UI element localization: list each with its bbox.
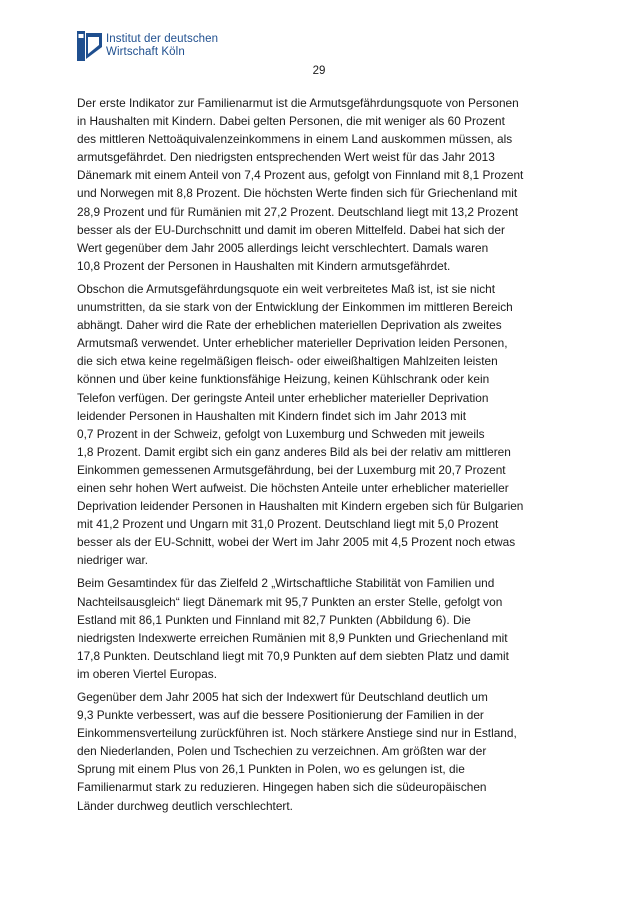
text-line: Der erste Indikator zur Familienarmut ist die Armutsgefährdungsquote von Personen xyxy=(77,96,519,110)
text-line: armutsgefährdet. Den niedrigsten entsprechenden Wert weist für das Jahr 2013 xyxy=(77,150,495,165)
text-line: mit 41,2 Prozent und Ungarn mit 31,0 Prozent. Deutschland liegt mit 5,0 Prozent xyxy=(77,517,499,532)
text-line: die sich etwa keine regelmäßigen fleisch- oder eiweißhaltigen Mahlzeiten leisten xyxy=(77,354,498,369)
text-line: Obschon die Armutsgefährdungsquote ein weit verbreitetes Maß ist, ist sie nicht xyxy=(77,281,496,296)
text-line: unumstritten, da sie stark von der Entwicklung der Einkommen im mittleren Bereich xyxy=(77,300,513,315)
logo-line-2: Wirtschaft Köln xyxy=(106,46,185,58)
text-line: Estland mit 86,1 Punkten und Finnland mit 82,7 Punkten (Abbildung 6). Die xyxy=(77,612,471,627)
logo-line-1: Institut der deutschen xyxy=(106,33,219,45)
text-line: 28,9 Prozent und für Rumänien mit 27,2 Prozent. Deutschland liegt mit 13,2 Prozent xyxy=(77,204,519,219)
text-line: niedriger war. xyxy=(77,553,149,568)
logo-text xyxy=(106,33,218,59)
text-line: Einkommensverteilung zurückführen ist. Noch stärkere Anstiege sind nur in Estland, xyxy=(77,726,517,741)
text-line: Sprung mit einem Plus von 26,1 Punkten in Polen, wo es gelungen ist, die xyxy=(77,762,465,777)
text-line: des mittleren Nettoäquivalenzeinkommens in einem Land auskommen müssen, als xyxy=(77,132,513,147)
text-line: Länder durchweg deutlich verschlechtert. xyxy=(77,798,293,813)
text-line: Beim Gesamtindex für das Zielfeld 2 „Wirtschaftliche Stabilität von Familien und xyxy=(77,576,495,591)
text-line: Familienarmut stark zu reduzieren. Hingegen haben sich die südeuropäischen xyxy=(77,780,487,795)
institute-logo xyxy=(77,26,218,66)
paragraph-4 xyxy=(77,688,567,815)
text-line: Gegenüber dem Jahr 2005 hat sich der Indexwert für Deutschland deutlich um xyxy=(77,690,488,704)
text-line: Einkommen gemessenen Armutsgefährdung, bei der Luxemburg mit 20,7 Prozent xyxy=(77,462,506,477)
text-line: Wert gegenüber dem Jahr 2005 allerdings leicht verschlechtert. Damals waren xyxy=(77,240,489,255)
text-line: können und über keine funktionsfähige Heizung, keinen Kühlschrank oder kein xyxy=(77,372,490,387)
text-line: Armutsmaß verwendet. Unter erheblicher materieller Deprivation leiden Personen, xyxy=(77,336,508,351)
text-line: einen sehr hohen Wert aufweist. Die höchsten Anteile unter erheblicher materieller xyxy=(77,480,509,495)
text-line: 1,8 Prozent. Damit ergibt sich ein ganz anderes Bild als bei der relativ am mittleren xyxy=(77,444,511,459)
text-line: Deprivation leidender Personen in Haushalten mit Kindern ergeben sich für Bulgarien xyxy=(77,499,524,514)
text-line: und Norwegen mit 8,8 Prozent. Die höchsten Werte finden sich für Griechenland mit xyxy=(77,186,518,201)
text-line: besser als der EU-Durchschnitt und damit im oberen Mittelfeld. Dabei hat sich der xyxy=(77,222,505,237)
text-line: Dänemark mit einem Anteil von 7,4 Prozent aus, gefolgt von Finnland mit 8,1 Prozent xyxy=(77,168,524,183)
text-line: in Haushalten mit Kindern. Dabei gelten Personen, die mit weniger als 60 Prozent xyxy=(77,114,505,129)
text-line: 17,8 Punkten. Deutschland liegt mit 70,9 Punkten auf dem siebten Platz und damit xyxy=(77,648,509,663)
text-line: im oberen Viertel Europas. xyxy=(77,666,218,681)
document-body xyxy=(77,94,567,820)
text-line: leidender Personen in Haushalten mit Kindern findet sich im Jahr 2013 mit xyxy=(77,408,467,423)
text-line: niedrigsten Indexwerte erreichen Rumänien mit 8,9 Punkten und Griechenland mit xyxy=(77,630,508,645)
text-line: besser als der EU-Schnitt, wobei der Wert im Jahr 2005 mit 4,5 Prozent noch etwas xyxy=(77,535,516,550)
text-line: 0,7 Prozent in der Schweiz, gefolgt von Luxemburg und Schweden mit jeweils xyxy=(77,426,485,441)
paragraph-3 xyxy=(77,574,567,683)
text-line: 9,3 Punkte verbessert, was auf die bessere Positionierung der Familien in der xyxy=(77,708,484,723)
text-line: den Niederlanden, Polen und Tschechien zu verzeichnen. Am größten war der xyxy=(77,744,487,759)
text-line: abhängt. Daher wird die Rate der erheblichen materiellen Deprivation als zweites xyxy=(77,318,502,333)
text-line: Nachteilsausgleich“ liegt Dänemark mit 95,7 Punkten an erster Stelle, gefolgt von xyxy=(77,594,503,609)
page-number: 29 xyxy=(312,65,326,77)
paragraph-1 xyxy=(77,94,567,275)
text-line: 10,8 Prozent der Personen in Haushalten mit Kindern armutsgefährdet. xyxy=(77,258,451,273)
paragraph-2 xyxy=(77,280,567,570)
iw-logo-icon xyxy=(77,29,102,63)
text-line: Telefon verfügen. Der geringste Anteil unter erheblicher materieller Deprivation xyxy=(77,390,489,405)
